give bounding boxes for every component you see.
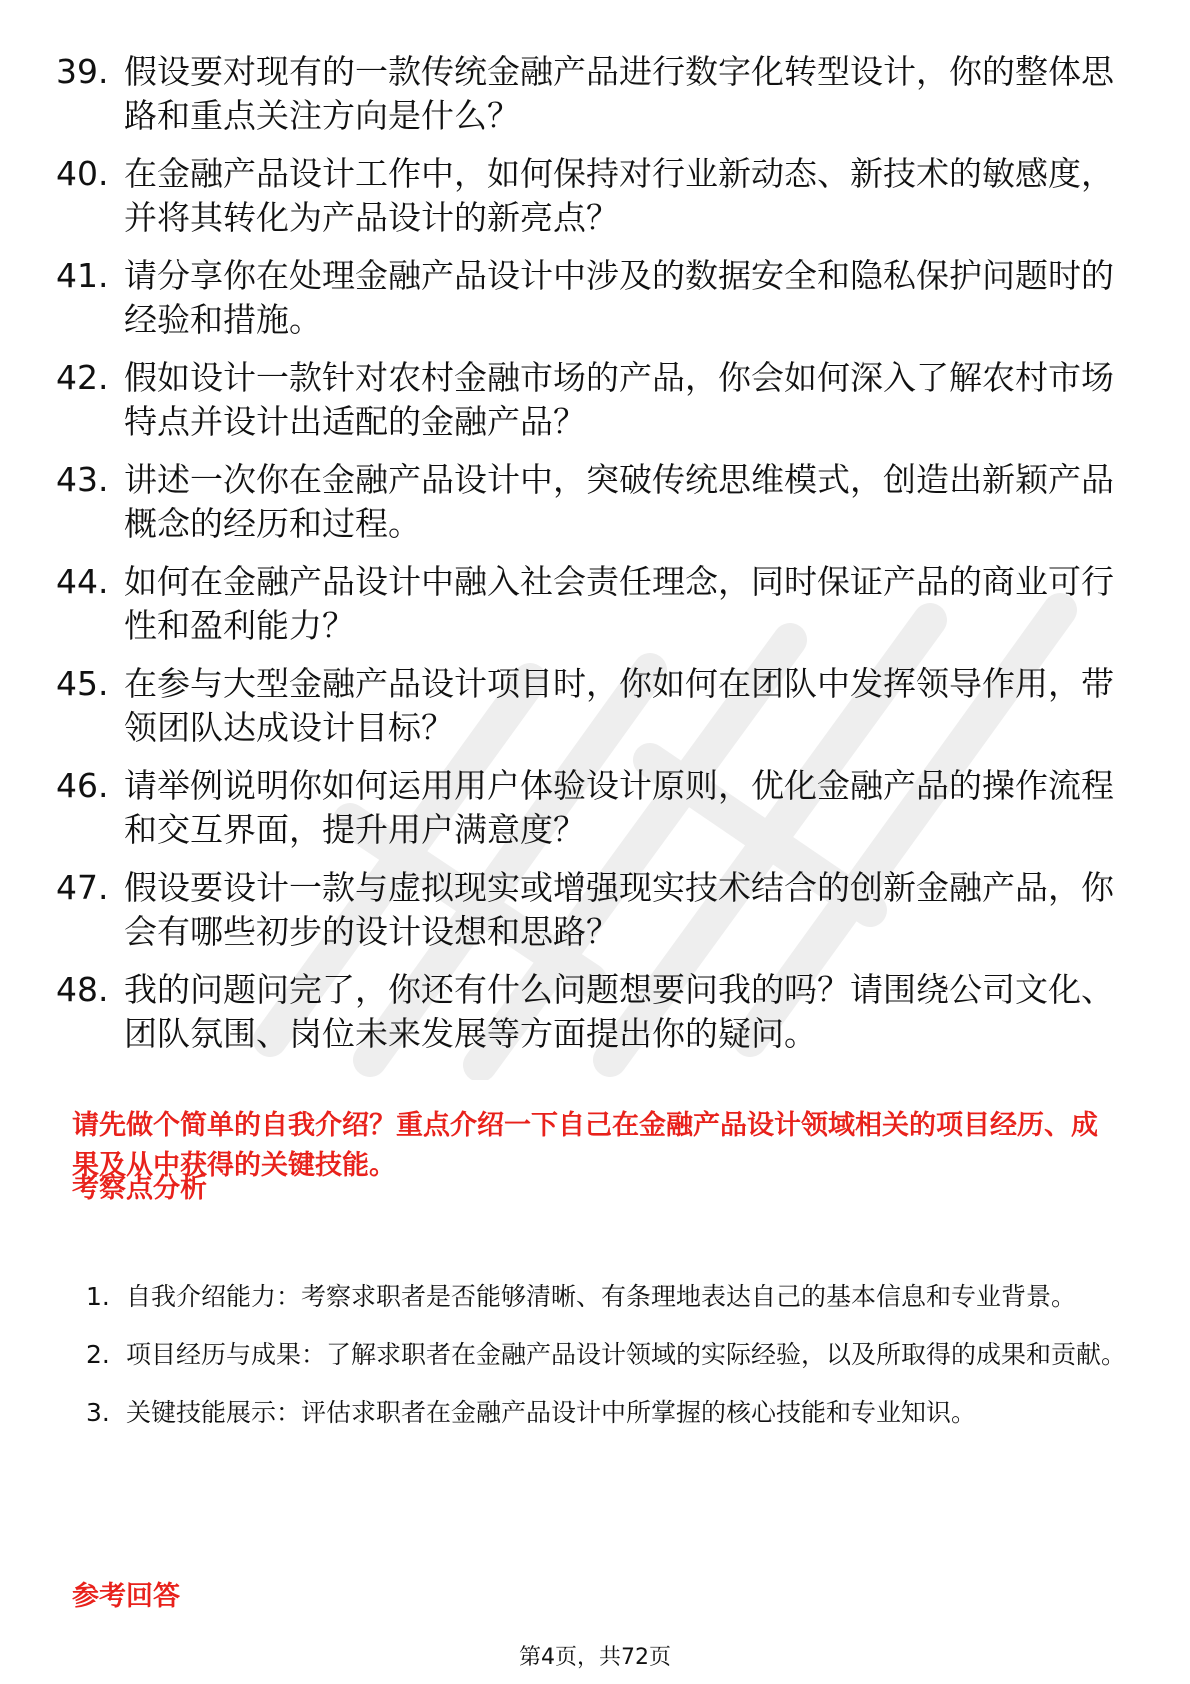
question-item [56,968,1136,1056]
question-text: 请分享你在处理金融产品设计中涉及的数据安全和隐私保护问题时的经验和措施。 [124,256,1114,339]
question-text: 如何在金融产品设计中融入社会责任理念，同时保证产品的商业可行性和盈利能力？ [124,562,1114,645]
question-text: 在参与大型金融产品设计项目时，你如何在团队中发挥领导作用，带领团队达成设计目标？ [124,664,1114,747]
question-number: 40. [56,154,109,193]
question-text: 假设要对现有的一款传统金融产品进行数字化转型设计，你的整体思路和重点关注方向是什么？ [124,52,1114,135]
question-number: 45. [56,664,109,703]
analysis-number: 2. [86,1340,110,1369]
question-item [56,458,1136,546]
analysis-number: 1. [86,1282,110,1311]
analysis-text: 自我介绍能力：考察求职者是否能够清晰、有条理地表达自己的基本信息和专业背景。 [126,1282,1077,1311]
question-number: 42. [56,358,109,397]
question-item [56,866,1136,954]
question-number: 44. [56,562,109,601]
analysis-text: 关键技能展示：评估求职者在金融产品设计中所掌握的核心技能和专业知识。 [126,1398,977,1427]
analysis-list [86,1268,1126,1442]
question-number: 43. [56,460,109,499]
question-number: 41. [56,256,109,295]
question-text: 在金融产品设计工作中，如何保持对行业新动态、新技术的敏感度，并将其转化为产品设计的新亮点？ [124,154,1114,237]
question-item [56,254,1136,342]
question-list [56,50,1136,1070]
interview-prompt: 请先做个简单的自我介绍？重点介绍一下自己在金融产品设计领域相关的项目经历、成果及从中获得的关键技能。 [72,1110,1098,1181]
page-footer: 第4页，共72页 [519,1645,671,1670]
analysis-item [86,1326,1126,1384]
question-number: 46. [56,766,109,805]
question-text: 假设要设计一款与虚拟现实或增强现实技术结合的创新金融产品，你会有哪些初步的设计设想和思路？ [124,868,1114,951]
analysis-text: 项目经历与成果：了解求职者在金融产品设计领域的实际经验，以及所取得的成果和贡献。 [126,1340,1127,1369]
analysis-number: 3. [86,1398,110,1427]
question-text: 讲述一次你在金融产品设计中，突破传统思维模式，创造出新颖产品概念的经历和过程。 [124,460,1114,543]
question-item [56,356,1136,444]
analysis-item [86,1384,1126,1442]
question-item [56,50,1136,138]
analysis-heading: 考察点分析 [72,1173,207,1204]
answer-heading: 参考回答 [72,1581,180,1612]
question-text: 假如设计一款针对农村金融市场的产品，你会如何深入了解农村市场特点并设计出适配的金融产品？ [124,358,1114,441]
question-text: 请举例说明你如何运用用户体验设计原则，优化金融产品的操作流程和交互界面，提升用户满意度？ [124,766,1114,849]
question-number: 47. [56,868,109,907]
question-item [56,560,1136,648]
question-number: 39. [56,52,109,91]
analysis-item [86,1268,1126,1326]
question-item [56,152,1136,240]
question-text: 我的问题问完了，你还有什么问题想要问我的吗？请围绕公司文化、团队氛围、岗位未来发展等方面提出你的疑问。 [124,970,1114,1053]
question-number: 48. [56,970,109,1009]
question-item [56,764,1136,852]
question-item [56,662,1136,750]
